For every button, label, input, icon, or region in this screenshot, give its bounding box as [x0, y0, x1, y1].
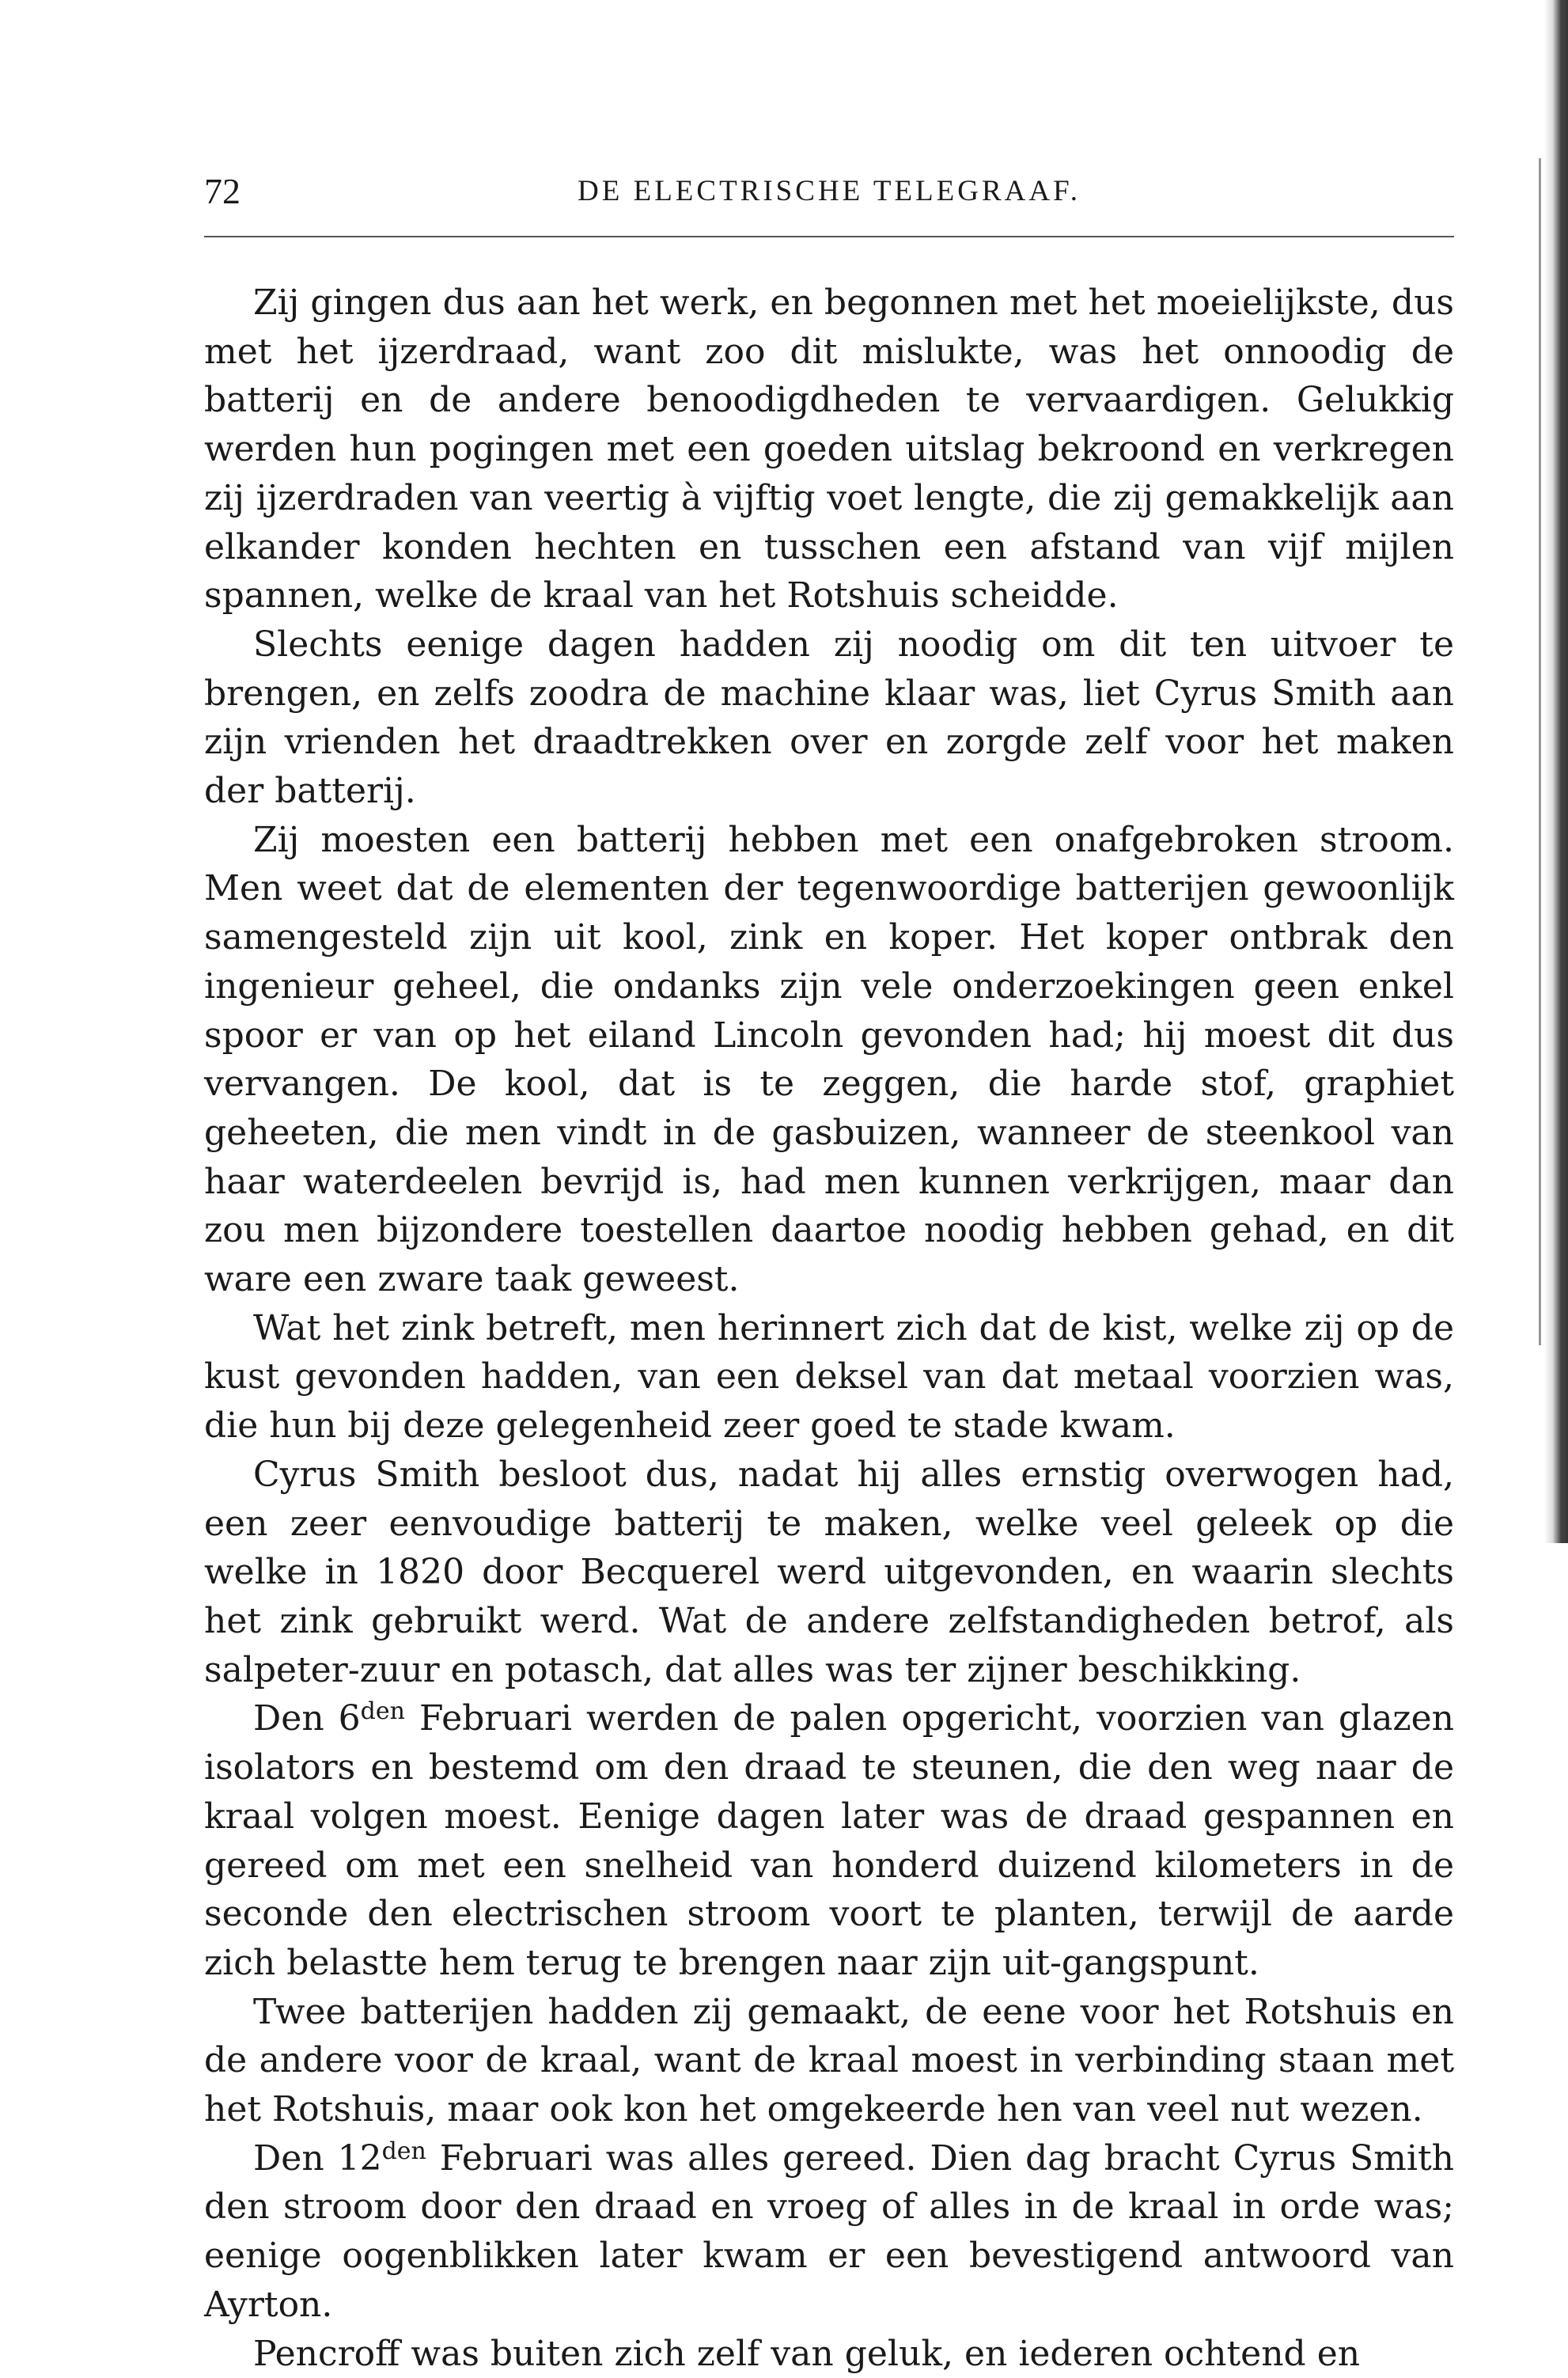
paragraph: Twee batterijen hadden zij gemaakt, de eene voor het Rotshuis en de andere voor de kraal, want de kraal moest in verbinding staan met het Rotshuis, maar ook kon het omgekeerde hen van veel nut wezen. — [204, 1991, 1454, 2130]
scan-edge-line — [1539, 158, 1541, 1345]
paragraph-text: Februari was alles gereed. Dien dag bracht Cyrus Smith den stroom door den draad en vroeg of alles in de kraal in orde was; eenige oogenblikken later kwam er een bevestigend antwoord van Ayrton. — [204, 2137, 1454, 2325]
page-number: 72 — [204, 171, 241, 211]
paragraph-text: Den 12 — [253, 2137, 382, 2179]
paragraph: Pencroff was buiten zich zelf van geluk, en iederen ochtend en — [253, 2333, 1361, 2374]
paragraph: Cyrus Smith besloot dus, nadat hij alles ernstig overwogen had, een zeer eenvoudige batterij te maken, welke veel geleek op die welke in 1820 door Becquerel werd uitgevonden, en waarin slechts het zink gebruikt werd. Wat de andere zelfstandigheden betrof, als salpeter-zuur en potasch, dat alles was ter zijner beschikking. — [204, 1454, 1454, 1690]
page-header — [204, 168, 1454, 215]
running-title: DE ELECTRISCHE TELEGRAAF. — [578, 175, 1081, 207]
paragraph: Slechts eenige dagen hadden zij noodig om dit ten uitvoer te brengen, en zelfs zoodra de machine klaar was, liet Cyrus Smith aan zijn vrienden het draadtrekken over en zorgde zelf voor het maken der batterij. — [204, 624, 1454, 812]
header-rule — [204, 236, 1454, 237]
paragraph: Zij gingen dus aan het werk, en begonnen met het moeielijkste, dus met het ijzerdraad, want zoo dit mislukte, was het onnoodig de batterij en de andere benoodigdheden te vervaardigen. Gelukkig werden hun pogingen met een goeden uitslag bekroond en verkregen zij ijzerdraden van veertig à vijftig voet lengte, die zij gemakkelijk aan elkander konden hechten en tusschen een afstand van vijf mijlen spannen, welke de kraal van het Rotshuis scheidde. — [204, 283, 1454, 616]
ordinal-suffix: den — [381, 2137, 426, 2165]
paragraph — [204, 2134, 1454, 2330]
body-text — [204, 279, 1454, 2378]
paragraph-text: Den 6 — [253, 1698, 361, 1739]
scan-page-edge — [1544, 0, 1568, 1543]
paragraph-text: Februari werden de palen opgericht, voorzien van glazen isolators en bestemd om den draad te steunen, die den weg naar de kraal volgen moest. Eenige dagen later was de draad gespannen en gereed om met een snelheid van honderd duizend kilometers in de seconde den electrischen stroom voort te planten, terwijl de aarde zich belastte hem terug te brengen naar zijn uit-gangspunt. — [204, 1698, 1454, 1983]
paragraph: Zij moesten een batterij hebben met een onafgebroken stroom. Men weet dat de elementen der tegenwoordige batterijen gewoonlijk samengesteld zijn uit kool, zink en koper. Het koper ontbrak den ingenieur geheel, die ondanks zijn vele onderzoekingen geen enkel spoor er van op het eiland Lincoln gevonden had; hij moest dit dus vervangen. De kool, dat is te zeggen, die harde stof, graphiet geheeten, die men vindt in de gasbuizen, wanneer de steenkool van haar waterdeelen bevrijd is, had men kunnen verkrijgen, maar dan zou men bijzondere toestellen daartoe noodig hebben gehad, en dit ware een zware taak geweest. — [204, 819, 1454, 1300]
ordinal-suffix: den — [360, 1697, 405, 1726]
paragraph: Wat het zink betreft, men herinnert zich dat de kist, welke zij op de kust gevonden hadden, van een deksel van dat metaal voorzien was, die hun bij deze gelegenheid zeer goed te stade kwam. — [204, 1307, 1454, 1447]
paragraph — [204, 1694, 1454, 1987]
